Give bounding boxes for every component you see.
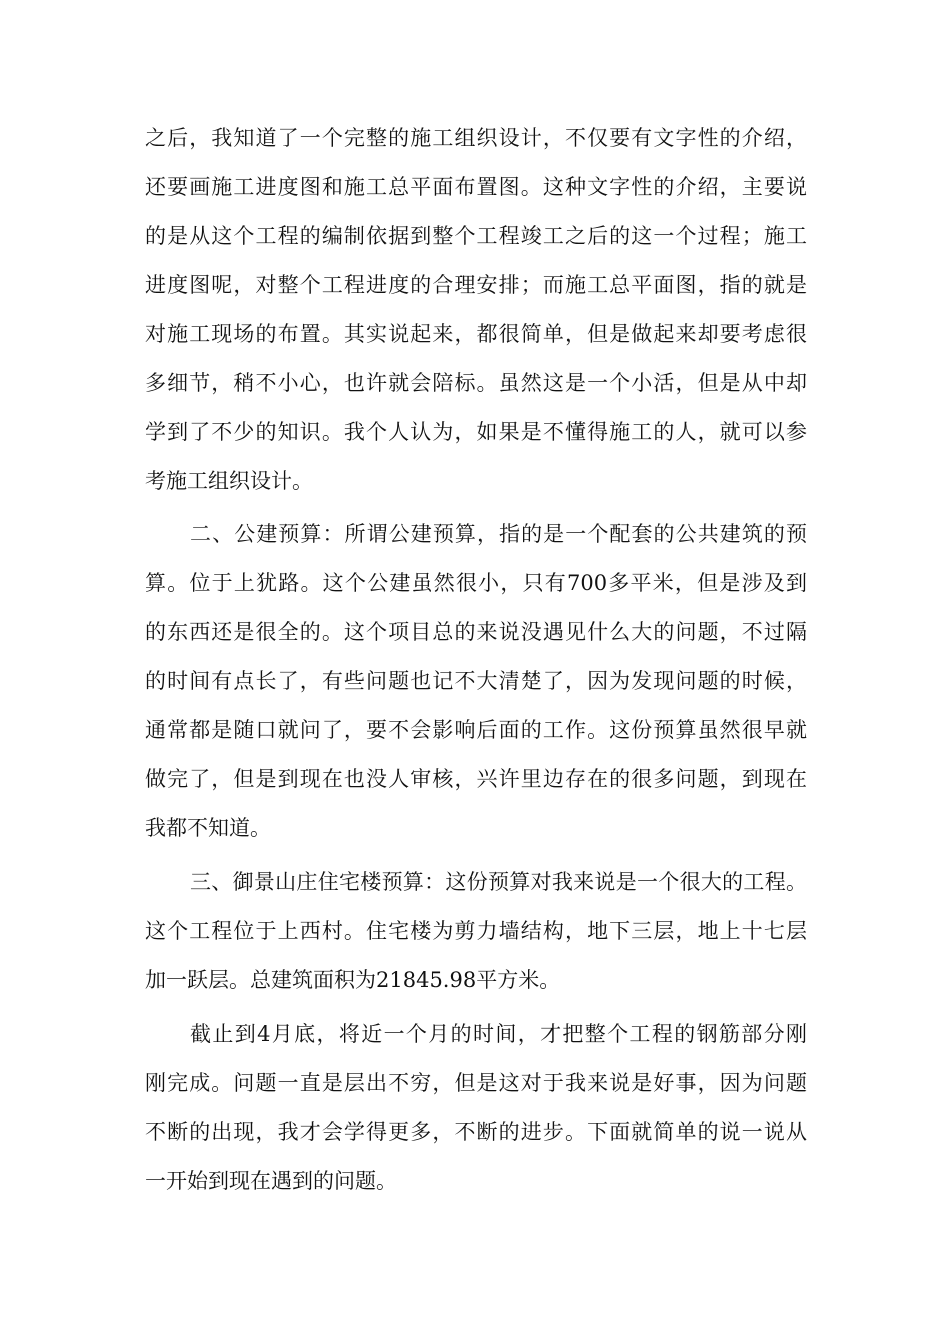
text-line-4: 进度图呢，对整个工程进度的合理安排；而施工总平面图，指的就是 (145, 273, 807, 297)
text-line-11: 的东西还是很全的。这个项目总的来说没遇见什么大的问题，不过隔 (145, 620, 807, 644)
text-line-13: 通常都是随口就问了，要不会影响后面的工作。这份预算虽然很早就 (145, 718, 807, 742)
text-line-15: 我都不知道。 (145, 816, 271, 840)
text-line-8: 考施工组织设计。 (145, 469, 313, 493)
section-two-first-line: 二、公建预算：所谓公建预算，指的是一个配套的公共建筑的预 (190, 522, 807, 546)
paragraph-four-first-line: 截止到4月底，将近一个月的时间，才把整个工程的钢筋部分刚 (190, 1022, 807, 1046)
text-line-18: 加一跃层。总建筑面积为21845.98平方米。 (145, 968, 561, 992)
text-line-6: 多细节，稍不小心，也许就会陪标。虽然这是一个小活，但是从中却 (145, 371, 807, 395)
section-three-first-line: 三、御景山庄住宅楼预算：这份预算对我来说是一个很大的工程。 (190, 870, 807, 894)
text-line-1: 之后，我知道了一个完整的施工组织设计，不仅要有文字性的介绍， (145, 126, 807, 150)
text-line-7: 学到了不少的知识。我个人认为，如果是不懂得施工的人，就可以参 (145, 420, 807, 444)
text-line-14: 做完了，但是到现在也没人审核，兴许里边存在的很多问题，到现在 (145, 767, 807, 791)
text-line-12: 的时间有点长了，有些问题也记不大清楚了，因为发现问题的时候， (145, 669, 807, 693)
text-line-5: 对施工现场的布置。其实说起来，都很简单，但是做起来却要考虑很 (145, 322, 807, 346)
text-line-20: 刚完成。问题一直是层出不穷，但是这对于我来说是好事，因为问题 (145, 1071, 807, 1095)
text-line-10: 算。位于上犹路。这个公建虽然很小，只有700多平米，但是涉及到 (145, 571, 807, 595)
text-line-3: 的是从这个工程的编制依据到整个工程竣工之后的这一个过程；施工 (145, 224, 807, 248)
text-line-2: 还要画施工进度图和施工总平面布置图。这种文字性的介绍，主要说 (145, 175, 807, 199)
text-line-22: 一开始到现在遇到的问题。 (145, 1169, 397, 1193)
text-line-17: 这个工程位于上西村。住宅楼为剪力墙结构，地下三层，地上十七层 (145, 919, 807, 943)
text-line-21: 不断的出现，我才会学得更多，不断的进步。下面就简单的说一说从 (145, 1120, 807, 1144)
